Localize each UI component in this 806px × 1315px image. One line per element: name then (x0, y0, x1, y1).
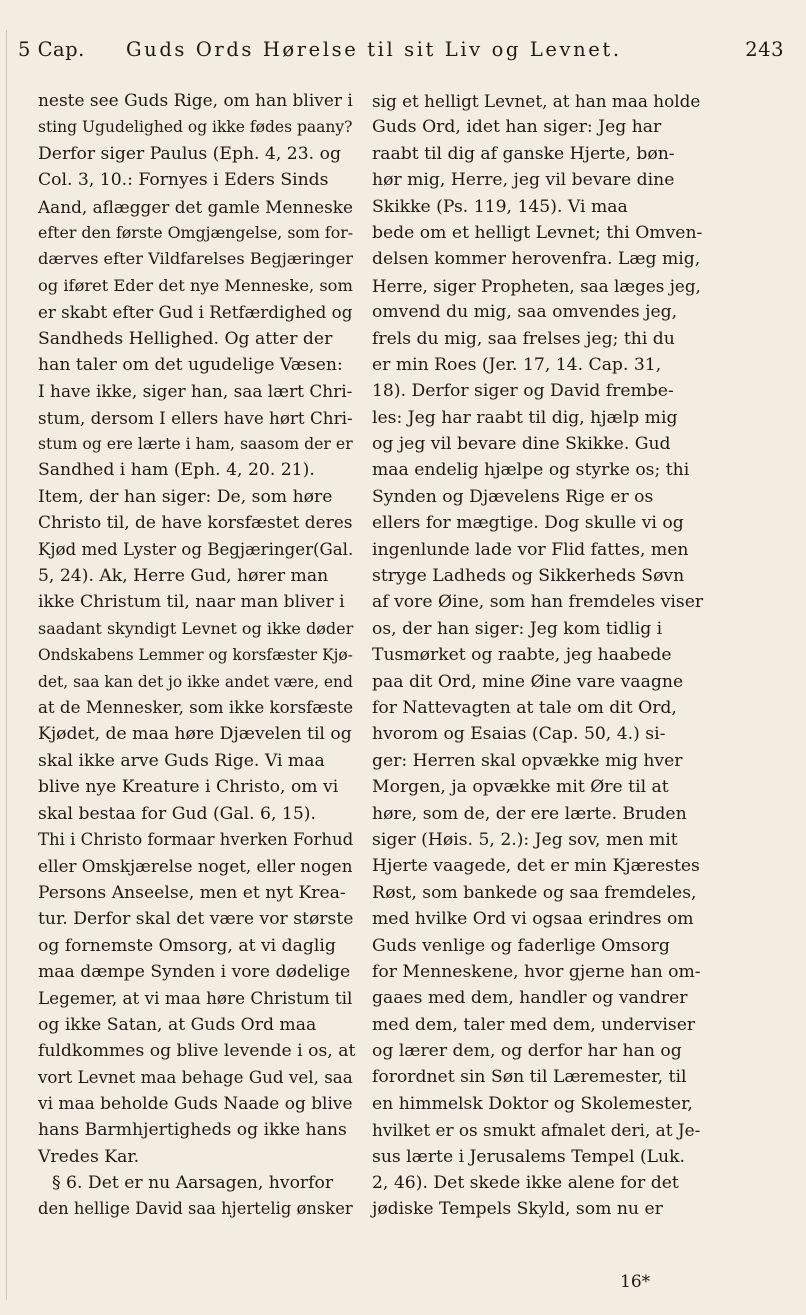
text-line: I have ikke, siger han, saa lært Chri- (38, 381, 353, 402)
text-line: en himmelsk Doktor og Skolemester, (372, 1093, 693, 1114)
text-line: Kjød med Lyster og Begjæringer(Gal. (38, 539, 354, 559)
running-header (18, 38, 784, 70)
text-line: og lærer dem, og derfor har han og (372, 1041, 682, 1062)
text-line: § 6. Det er nu Aarsagen, hvorfor (52, 1173, 334, 1194)
text-line: vort Levnet maa behage Gud vel, saa (38, 1067, 353, 1088)
text-line: stum, dersom I ellers have hørt Chri- (38, 407, 353, 428)
text-line: efter den første Omgjængelse, som for- (38, 222, 354, 242)
text-line: og jeg vil bevare dine Skikke. Gud (372, 434, 671, 455)
text-line: frels du mig, saa frelses jeg; thi du (372, 328, 675, 349)
text-line: forordnet sin Søn til Læremester, til (372, 1067, 687, 1088)
text-line: sus lærte i Jerusalems Tempel (Luk. (372, 1146, 686, 1167)
text-line: ikke Christum til, naar man bliver i (38, 592, 345, 613)
text-line: saadant skyndigt Levnet og ikke døder (38, 618, 354, 638)
text-line: høre, som de, der ere lærte. Bruden (372, 803, 687, 824)
text-line: sting Ugudelighed og ikke fødes paany? (38, 118, 353, 137)
chapter-label: 5 Cap. (18, 38, 85, 61)
text-line: Guds Ord, idet han siger: Jeg har (372, 117, 662, 138)
text-line: 2, 46). Det skede ikke alene for det (372, 1173, 679, 1194)
text-line: gaaes med dem, handler og vandrer (372, 988, 688, 1009)
text-line: tur. Derfor skal det være vor største (38, 909, 354, 930)
text-line: med hvilke Ord vi ogsaa erindres om (372, 909, 694, 930)
text-line: Aand, aflægger det gamle Menneske (38, 196, 353, 217)
text-line: skal ikke arve Guds Rige. Vi maa (38, 750, 325, 771)
text-line: med dem, taler med dem, underviser (372, 1014, 696, 1035)
text-line: er min Roes (Jer. 17, 14. Cap. 31, (372, 354, 662, 375)
text-line: Derfor siger Paulus (Eph. 4, 23. og (38, 143, 341, 164)
text-line: 5, 24). Ak, Herre Gud, hører man (38, 566, 329, 587)
text-line: den hellige David saa hjertelig ønsker (38, 1199, 353, 1219)
text-line: og fornemste Omsorg, at vi daglig (38, 935, 336, 956)
text-line: Thi i Christo formaar hverken Forhud (38, 829, 354, 849)
printer-signature: 16* (620, 1272, 651, 1292)
text-line: strygе Ladheds og Sikkerheds Søvn (372, 566, 685, 587)
text-line: ger: Herren skal opvække mig hver (372, 750, 683, 771)
text-line: hans Barmhjertigheds og ikke hans (38, 1120, 347, 1141)
text-line: Skikke (Ps. 119, 145). Vi maa (372, 196, 628, 217)
text-line: siger (Høis. 5, 2.): Jeg sov, men mit (372, 829, 678, 850)
text-line: Sandheds Hellighed. Og atter der (38, 328, 333, 349)
text-line: han taler om det ugudelige Væsen: (38, 354, 343, 375)
text-line: les: Jeg har raabt til dig, hjælp mig (372, 407, 678, 428)
text-line: Item, der han siger: De, som høre (38, 486, 333, 507)
text-line: Col. 3, 10.: Fornyes i Eders Sinds (38, 170, 329, 191)
text-line: Christo til, de have korsfæstet deres (38, 513, 353, 534)
text-line: os, der han siger: Jeg kom tidlig i (372, 618, 663, 639)
left-text-column (38, 88, 356, 1223)
text-line: Hjerte vaagede, det er min Kjærestes (372, 856, 700, 877)
text-line: for Nattevagten at tale om dit Ord, (372, 697, 677, 718)
text-line: og iføret Eder det nye Menneske, som (38, 275, 353, 295)
text-line: at de Mennesker, som ikke korsfæste (38, 697, 354, 717)
text-line: for Menneskene, hvor gjerne han om- (372, 961, 701, 982)
text-line: neste see Guds Rige, om han bliver i (38, 91, 353, 111)
text-line: hvilket er os smukt afmalet deri, at Je- (372, 1120, 701, 1141)
text-line: Synden og Djævelens Rige er os (372, 486, 654, 507)
text-line: delsen kommer herovenfra. Læg mig, (372, 249, 701, 270)
text-line: ellers for mægtige. Dog skulle vi og (372, 513, 684, 534)
text-line: Guds venlige og faderlige Omsorg (372, 935, 670, 956)
page-number: 243 (745, 38, 784, 61)
text-line: jødiske Tempels Skyld, som nu er (372, 1199, 663, 1220)
text-line: blive nye Kreature i Christo, om vi (38, 777, 339, 798)
text-line: Herre, siger Propheten, saa læges jeg, (372, 275, 701, 296)
text-line: fuldkommes og blive levende i os, at (38, 1041, 356, 1062)
text-line: maa endelig hjælpe og styrke os; thi (372, 460, 690, 481)
text-line: Vredes Kar. (38, 1146, 140, 1167)
text-line: Tusmørket og raabte, jeg haabede (372, 645, 672, 666)
text-line: Sandhed i ham (Eph. 4, 20. 21). (38, 460, 315, 481)
text-line: Ondskabens Lemmer og korsfæster Kjø- (38, 646, 353, 665)
text-line: raabt til dig af ganske Hjerte, bøn- (372, 143, 675, 164)
text-line: hvorom og Esaias (Cap. 50, 4.) si- (372, 724, 666, 745)
right-text-column (372, 88, 704, 1223)
text-line: Persons Anseelse, men et nyt Krea- (38, 882, 346, 903)
text-line: og ikke Satan, at Guds Ord maa (38, 1014, 317, 1035)
text-line: bede om et helligt Levnet; thi Omven- (372, 222, 703, 243)
running-title: Guds Ords Hørelse til sit Liv og Levnet. (126, 38, 622, 61)
text-line: dærves efter Vildfarelses Begjæringer (38, 249, 354, 269)
gutter-line (6, 30, 7, 1300)
text-line: Legemer, at vi maa høre Christum til (38, 988, 353, 1009)
text-line: vi maa beholde Guds Naade og blive (38, 1093, 353, 1114)
text-line: stum og ere lærte i ham, saasom der er (38, 434, 353, 454)
text-line: omvend du mig, saa omvendes jeg, (372, 302, 678, 323)
text-line: maa dæmpe Synden i vore dødelige (38, 961, 351, 982)
text-line: 18). Derfor siger og David frembe- (372, 381, 674, 402)
text-line: hør mig, Herre, jeg vil bevare dine (372, 170, 675, 191)
text-line: paa dit Ord, mine Øine vare vaagne (372, 671, 684, 692)
text-line: er skabt efter Gud i Retfærdighed og (38, 302, 353, 323)
text-line: eller Omskjærelse noget, eller nogen (38, 856, 353, 877)
text-line: Røst, som bankede og saa fremdeles, (372, 882, 697, 903)
text-line: skal bestaa for Gud (Gal. 6, 15). (38, 803, 316, 824)
text-line: sig et helligt Levnet, at han maa holde (372, 91, 701, 111)
text-line: Morgen, ja opvække mit Øre til at (372, 777, 669, 798)
text-line: det, saa kan det jo ikke andet være, end (38, 672, 353, 691)
text-line: Kjødet, de maa høre Djævelen til og (38, 724, 352, 745)
text-line: ingenlunde lade vor Flid fattes, men (372, 539, 689, 560)
text-line: af vore Øine, som han fremdeles viser (372, 592, 704, 613)
